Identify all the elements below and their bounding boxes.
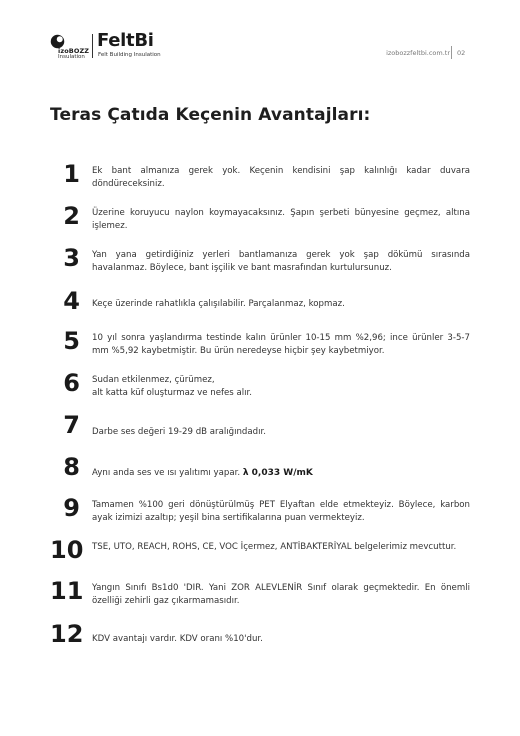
item-text-line: Sudan etkilenmez, çürümez, — [92, 375, 215, 385]
item-number: 2 — [63, 202, 80, 230]
website-link[interactable]: izobozzfeltbi.com.tr — [386, 49, 450, 57]
item-number: 5 — [63, 327, 80, 355]
item-text-line: alt katta küf oluşturmaz ve nefes alır. — [92, 388, 253, 398]
item-number: 7 — [63, 411, 80, 439]
item-text: Yan yana getirdiğiniz yerleri bantlamanıza gerek yok şap dökümü sırasında havalanmaz. Böylece, bant işçilik ve bant masrafından kurtulursunuz. — [92, 250, 470, 273]
item-text: Ek bant almanıza gerek yok. Keçenin kendisini şap kalınlığı kadar duvara döndüreceksiniz. — [92, 166, 470, 189]
item-text: Üzerine koruyucu naylon koymayacaksınız. Şapın şerbeti bünyesine geçmez, altına işlemez. — [92, 208, 470, 231]
item-number: 3 — [63, 244, 80, 272]
item-text — [92, 374, 470, 400]
item-text: Darbe ses değeri 19-29 dB aralığındadır. — [92, 427, 266, 437]
item-text: Tamamen %100 geri dönüştürülmüş PET Elyaftan elde etmekteyiz. Böylece, karbon ayak izimizi azaltıp; yeşil bina sertifikalarına puan vermekteyiz. — [92, 500, 470, 523]
page-number-divider — [451, 46, 452, 59]
izobozz-brand-sub: Insulation — [58, 54, 85, 60]
item-number: 12 — [50, 620, 84, 648]
item-number: 8 — [63, 453, 80, 481]
item-number: 10 — [50, 536, 84, 564]
item-number: 1 — [63, 160, 80, 188]
item-number: 4 — [63, 287, 80, 315]
item-number: 11 — [50, 577, 84, 605]
page-header — [0, 0, 520, 70]
izobozz-brand-name: izoBOZZ — [58, 47, 90, 55]
item-text-main: Aynı anda ses ve ısı yalıtımı yapar. — [92, 468, 241, 478]
page-title: Teras Çatıda Keçenin Avantajları: — [50, 105, 371, 125]
page-number: 02 — [457, 49, 466, 57]
item-text: 10 yıl sonra yaşlandırma testinde kalın ürünler 10-15 mm %2,96; ince ürünler 3-5-7 mm %5,92 kaybetmiştir. Bu ürün neredeyse hiçbir şey kaybetmiyor. — [92, 333, 470, 356]
feltbi-brand-name: FeltBi — [97, 30, 154, 51]
item-text — [92, 467, 470, 480]
item-number: 9 — [63, 494, 80, 522]
feltbi-brand-sub: Felt Building Insulation — [98, 52, 161, 58]
item-text: TSE, UTO, REACH, ROHS, CE, VOC İçermez, ANTİBAKTERİYAL belgelerimiz mevcuttur. — [92, 542, 457, 552]
izobozz-logo — [50, 34, 98, 60]
item-text: Keçe üzerinde rahatlıkla çalışılabilir. Parçalanmaz, kopmaz. — [92, 299, 345, 309]
item-number: 6 — [63, 369, 80, 397]
item-text: KDV avantajı vardır. KDV oranı %10'dur. — [92, 634, 263, 644]
thermal-conductivity-value: λ 0,033 W/mK — [242, 468, 313, 478]
item-text: Yangın Sınıfı Bs1d0 'DIR. Yani ZOR ALEVLENİR Sınıf olarak geçmektedir. En önemli özelliği zehirli gaz çıkarmamasıdır. — [92, 583, 470, 606]
logo-divider — [92, 34, 93, 58]
